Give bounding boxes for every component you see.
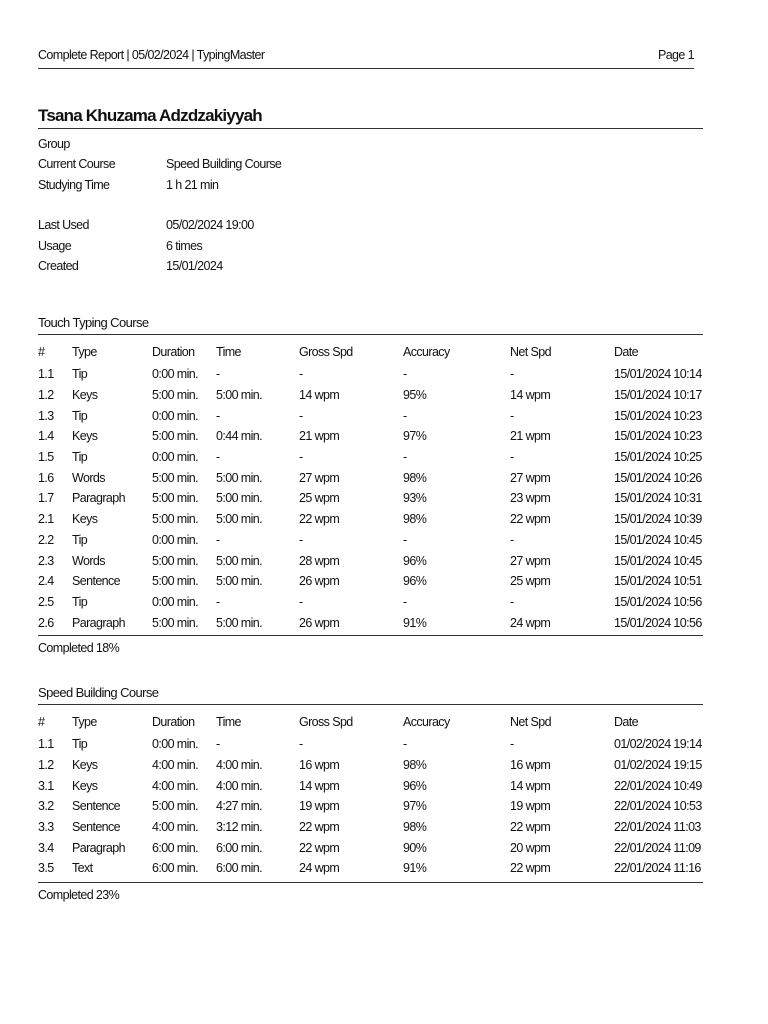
cell-time: 4:27 min. <box>216 799 263 814</box>
cell-date: 15/01/2024 10:23 <box>614 408 702 423</box>
cell-duration: 5:00 min. <box>152 491 199 506</box>
cell-accuracy: 98% <box>403 820 427 835</box>
cell-gross-speed: - <box>299 532 303 547</box>
table-row <box>38 858 703 879</box>
cell-number: 2.2 <box>38 532 54 547</box>
cell-gross-speed: 26 wpm <box>299 615 340 630</box>
cell-accuracy: 91% <box>403 861 427 876</box>
cell-number: 2.3 <box>38 553 54 568</box>
report-header <box>38 48 694 69</box>
cell-type: Tip <box>72 367 88 382</box>
cell-duration: 4:00 min. <box>152 758 199 773</box>
cell-type: Tip <box>72 737 88 752</box>
table-row <box>38 592 703 613</box>
table-row <box>38 550 703 571</box>
cell-type: Tip <box>72 594 88 609</box>
cell-duration: 0:00 min. <box>152 367 199 382</box>
table-row <box>38 817 703 838</box>
cell-time: 5:00 min. <box>216 512 263 527</box>
cell-date: 22/01/2024 11:09 <box>614 840 701 855</box>
cell-net-speed: 22 wpm <box>510 820 551 835</box>
cell-time: 6:00 min. <box>216 861 263 876</box>
cell-number: 1.7 <box>38 491 54 506</box>
cell-number: 3.3 <box>38 820 54 835</box>
column-header-accuracy: Accuracy <box>403 345 450 359</box>
table-row <box>38 755 703 776</box>
cell-net-speed: - <box>510 408 514 423</box>
cell-gross-speed: 14 wpm <box>299 388 340 403</box>
cell-time: 5:00 min. <box>216 553 263 568</box>
cell-number: 1.2 <box>38 758 54 773</box>
column-header-gross-speed: Gross Spd <box>299 345 353 359</box>
cell-duration: 5:00 min. <box>152 429 199 444</box>
cell-time: - <box>216 408 220 423</box>
table-row <box>38 571 703 592</box>
group-label: Group <box>38 137 70 151</box>
cell-type: Paragraph <box>72 840 125 855</box>
column-header-type: Type <box>72 345 97 359</box>
cell-gross-speed: - <box>299 450 303 465</box>
cell-accuracy: - <box>403 594 407 609</box>
column-header-net-speed: Net Spd <box>510 715 551 729</box>
table-row <box>38 734 703 755</box>
column-header-type: Type <box>72 715 97 729</box>
cell-time: 5:00 min. <box>216 615 263 630</box>
cell-date: 15/01/2024 10:14 <box>614 367 702 382</box>
column-header-gross-speed: Gross Spd <box>299 715 353 729</box>
cell-net-speed: 19 wpm <box>510 799 551 814</box>
completion-status: Completed 18% <box>38 641 120 655</box>
table-row <box>38 796 703 817</box>
column-header-time: Time <box>216 715 241 729</box>
cell-number: 1.1 <box>38 367 54 382</box>
column-header-date: Date <box>614 345 639 359</box>
usage-label: Usage <box>38 239 72 253</box>
table-row <box>38 837 703 858</box>
studying-time-value: 1 h 21 min <box>166 178 219 192</box>
cell-net-speed: 23 wpm <box>510 491 551 506</box>
cell-type: Paragraph <box>72 615 125 630</box>
cell-gross-speed: - <box>299 737 303 752</box>
course-title: Touch Typing Course <box>38 315 703 335</box>
cell-number: 1.6 <box>38 470 54 485</box>
cell-duration: 5:00 min. <box>152 388 199 403</box>
cell-date: 22/01/2024 10:49 <box>614 778 702 793</box>
cell-number: 3.4 <box>38 840 54 855</box>
cell-accuracy: 98% <box>403 512 427 527</box>
cell-accuracy: 95% <box>403 388 427 403</box>
cell-time: - <box>216 367 220 382</box>
cell-duration: 5:00 min. <box>152 470 199 485</box>
cell-duration: 5:00 min. <box>152 799 199 814</box>
cell-net-speed: - <box>510 367 514 382</box>
cell-net-speed: 16 wpm <box>510 758 551 773</box>
table-row <box>38 530 703 551</box>
column-header-net-speed: Net Spd <box>510 345 551 359</box>
cell-time: 3:12 min. <box>216 820 263 835</box>
page-number: Page 1 <box>657 48 694 62</box>
column-header-number: # <box>38 715 45 729</box>
cell-gross-speed: 16 wpm <box>299 758 340 773</box>
cell-type: Sentence <box>72 820 121 835</box>
table-row <box>38 467 703 488</box>
cell-accuracy: - <box>403 367 407 382</box>
column-header-accuracy: Accuracy <box>403 715 450 729</box>
cell-type: Tip <box>72 450 88 465</box>
cell-type: Tip <box>72 408 88 423</box>
cell-accuracy: 90% <box>403 840 427 855</box>
cell-gross-speed: 14 wpm <box>299 778 340 793</box>
cell-type: Keys <box>72 512 98 527</box>
cell-date: 15/01/2024 10:26 <box>614 470 702 485</box>
table-row <box>38 447 703 468</box>
cell-date: 15/01/2024 10:39 <box>614 512 702 527</box>
cell-number: 2.5 <box>38 594 54 609</box>
cell-number: 1.5 <box>38 450 54 465</box>
cell-number: 2.4 <box>38 574 54 589</box>
cell-time: 5:00 min. <box>216 470 263 485</box>
column-header-number: # <box>38 345 45 359</box>
table-header-row <box>38 340 703 364</box>
last-used-value: 05/02/2024 19:00 <box>166 218 254 232</box>
cell-time: - <box>216 532 220 547</box>
table-row <box>38 385 703 406</box>
cell-net-speed: 21 wpm <box>510 429 551 444</box>
cell-gross-speed: 25 wpm <box>299 491 340 506</box>
cell-accuracy: 96% <box>403 574 427 589</box>
cell-type: Keys <box>72 758 98 773</box>
cell-number: 2.6 <box>38 615 54 630</box>
cell-net-speed: - <box>510 532 514 547</box>
cell-net-speed: 27 wpm <box>510 470 551 485</box>
cell-accuracy: - <box>403 737 407 752</box>
column-header-duration: Duration <box>152 715 195 729</box>
cell-type: Keys <box>72 429 98 444</box>
course-table <box>38 340 703 633</box>
cell-gross-speed: - <box>299 408 303 423</box>
table-row <box>38 775 703 796</box>
student-info <box>38 137 338 287</box>
cell-date: 15/01/2024 10:17 <box>614 388 702 403</box>
cell-accuracy: 91% <box>403 615 427 630</box>
cell-net-speed: 20 wpm <box>510 840 551 855</box>
column-header-duration: Duration <box>152 345 195 359</box>
cell-accuracy: 97% <box>403 799 427 814</box>
table-bottom-rule <box>38 882 703 883</box>
cell-type: Paragraph <box>72 491 125 506</box>
cell-net-speed: - <box>510 594 514 609</box>
cell-type: Words <box>72 553 105 568</box>
table-row <box>38 612 703 633</box>
cell-type: Words <box>72 470 105 485</box>
cell-type: Text <box>72 861 93 876</box>
student-name: Tsana Khuzama Adzdzakiyyah <box>38 106 703 129</box>
cell-net-speed: - <box>510 737 514 752</box>
cell-duration: 5:00 min. <box>152 615 199 630</box>
cell-date: 15/01/2024 10:23 <box>614 429 702 444</box>
cell-date: 22/01/2024 11:03 <box>614 820 701 835</box>
cell-duration: 0:00 min. <box>152 532 199 547</box>
cell-time: - <box>216 594 220 609</box>
cell-time: 4:00 min. <box>216 778 263 793</box>
cell-time: 4:00 min. <box>216 758 263 773</box>
cell-date: 15/01/2024 10:56 <box>614 615 702 630</box>
cell-net-speed: 22 wpm <box>510 512 551 527</box>
cell-accuracy: 97% <box>403 429 427 444</box>
cell-time: - <box>216 737 220 752</box>
created-value: 15/01/2024 <box>166 259 223 273</box>
cell-accuracy: 98% <box>403 470 427 485</box>
cell-number: 1.1 <box>38 737 54 752</box>
cell-date: 22/01/2024 11:16 <box>614 861 701 876</box>
cell-gross-speed: - <box>299 367 303 382</box>
cell-duration: 5:00 min. <box>152 512 199 527</box>
studying-time-label: Studying Time <box>38 178 110 192</box>
cell-number: 1.4 <box>38 429 54 444</box>
table-row <box>38 405 703 426</box>
table-row <box>38 488 703 509</box>
course-title: Speed Building Course <box>38 685 703 705</box>
cell-net-speed: 22 wpm <box>510 861 551 876</box>
cell-accuracy: - <box>403 408 407 423</box>
cell-time: 5:00 min. <box>216 388 263 403</box>
cell-date: 15/01/2024 10:25 <box>614 450 702 465</box>
cell-net-speed: 27 wpm <box>510 553 551 568</box>
last-used-label: Last Used <box>38 218 89 232</box>
cell-time: 0:44 min. <box>216 429 263 444</box>
cell-duration: 0:00 min. <box>152 408 199 423</box>
cell-date: 15/01/2024 10:51 <box>614 574 702 589</box>
cell-net-speed: 14 wpm <box>510 388 551 403</box>
cell-gross-speed: 22 wpm <box>299 840 340 855</box>
cell-date: 01/02/2024 19:15 <box>614 758 702 773</box>
cell-duration: 4:00 min. <box>152 820 199 835</box>
table-row <box>38 426 703 447</box>
current-course-label: Current Course <box>38 157 116 171</box>
cell-accuracy: 93% <box>403 491 427 506</box>
cell-date: 15/01/2024 10:56 <box>614 594 702 609</box>
cell-net-speed: - <box>510 450 514 465</box>
cell-duration: 0:00 min. <box>152 594 199 609</box>
completion-status: Completed 23% <box>38 888 120 902</box>
cell-type: Keys <box>72 778 98 793</box>
cell-duration: 5:00 min. <box>152 574 199 589</box>
cell-gross-speed: 22 wpm <box>299 820 340 835</box>
cell-date: 15/01/2024 10:45 <box>614 532 702 547</box>
cell-type: Tip <box>72 532 88 547</box>
table-row <box>38 509 703 530</box>
table-bottom-rule <box>38 635 703 636</box>
cell-number: 1.3 <box>38 408 54 423</box>
table-row <box>38 364 703 385</box>
table-header-row <box>38 710 703 734</box>
cell-number: 3.2 <box>38 799 54 814</box>
cell-gross-speed: 27 wpm <box>299 470 340 485</box>
cell-accuracy: 98% <box>403 758 427 773</box>
cell-number: 3.1 <box>38 778 54 793</box>
created-label: Created <box>38 259 79 273</box>
cell-accuracy: - <box>403 450 407 465</box>
cell-time: 5:00 min. <box>216 491 263 506</box>
cell-accuracy: 96% <box>403 553 427 568</box>
cell-date: 01/02/2024 19:14 <box>614 737 702 752</box>
usage-value: 6 times <box>166 239 203 253</box>
cell-date: 15/01/2024 10:45 <box>614 553 702 568</box>
column-header-date: Date <box>614 715 639 729</box>
cell-date: 15/01/2024 10:31 <box>614 491 702 506</box>
cell-gross-speed: 24 wpm <box>299 861 340 876</box>
cell-number: 1.2 <box>38 388 54 403</box>
cell-gross-speed: - <box>299 594 303 609</box>
column-header-time: Time <box>216 345 241 359</box>
cell-net-speed: 14 wpm <box>510 778 551 793</box>
cell-number: 2.1 <box>38 512 54 527</box>
cell-duration: 0:00 min. <box>152 737 199 752</box>
cell-time: - <box>216 450 220 465</box>
cell-gross-speed: 19 wpm <box>299 799 340 814</box>
cell-accuracy: 96% <box>403 778 427 793</box>
cell-accuracy: - <box>403 532 407 547</box>
course-table <box>38 710 703 879</box>
cell-date: 22/01/2024 10:53 <box>614 799 702 814</box>
cell-net-speed: 24 wpm <box>510 615 551 630</box>
cell-time: 6:00 min. <box>216 840 263 855</box>
cell-number: 3.5 <box>38 861 54 876</box>
cell-time: 5:00 min. <box>216 574 263 589</box>
cell-duration: 0:00 min. <box>152 450 199 465</box>
cell-type: Sentence <box>72 574 121 589</box>
cell-gross-speed: 22 wpm <box>299 512 340 527</box>
cell-duration: 6:00 min. <box>152 840 199 855</box>
report-title: Complete Report | 05/02/2024 | TypingMaster <box>38 48 265 62</box>
cell-gross-speed: 26 wpm <box>299 574 340 589</box>
cell-duration: 6:00 min. <box>152 861 199 876</box>
cell-net-speed: 25 wpm <box>510 574 551 589</box>
cell-gross-speed: 28 wpm <box>299 553 340 568</box>
cell-type: Sentence <box>72 799 121 814</box>
cell-duration: 4:00 min. <box>152 778 199 793</box>
cell-type: Keys <box>72 388 98 403</box>
cell-duration: 5:00 min. <box>152 553 199 568</box>
current-course-value: Speed Building Course <box>166 157 282 171</box>
cell-gross-speed: 21 wpm <box>299 429 340 444</box>
